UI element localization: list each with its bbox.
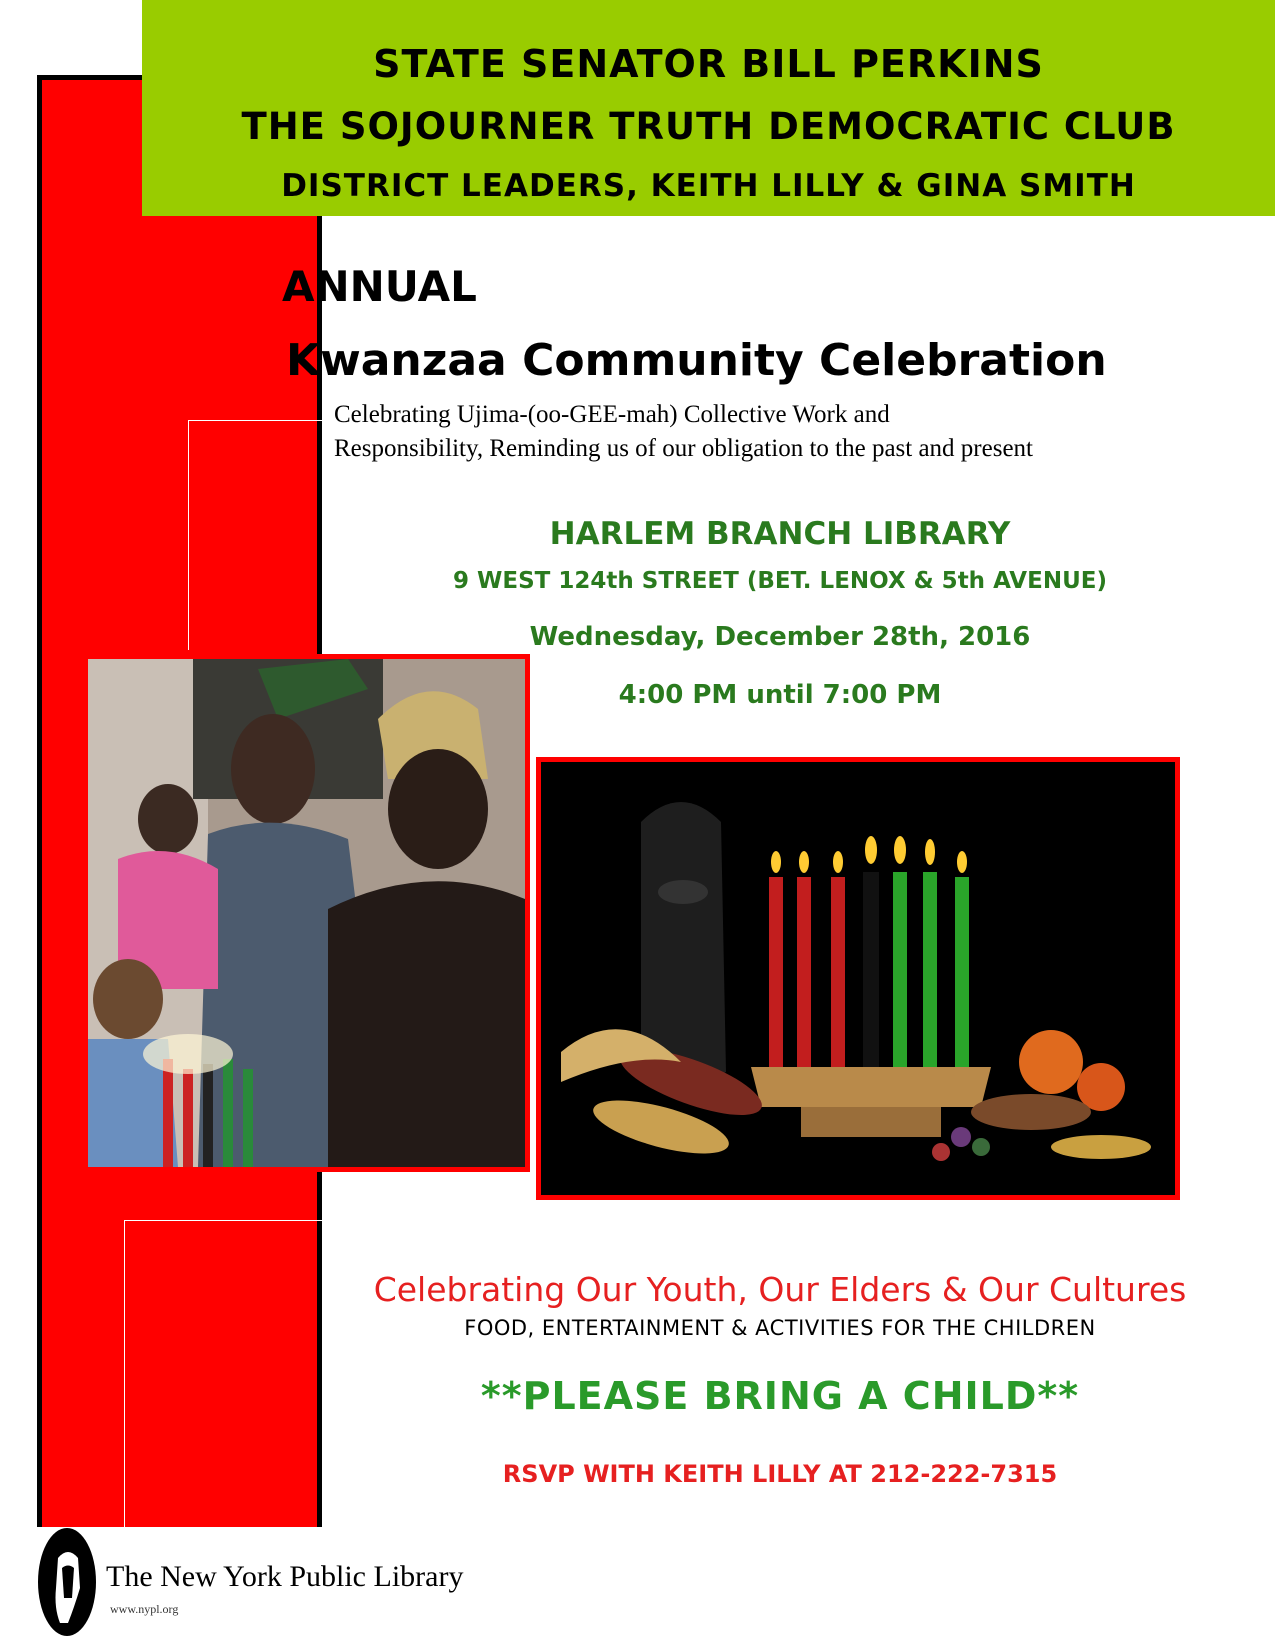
activities-line: FOOD, ENTERTAINMENT & ACTIVITIES FOR THE CHILDREN xyxy=(464,1316,1096,1340)
bring-a-child-callout: **PLEASE BRING A CHILD** xyxy=(480,1374,1080,1418)
divider-line xyxy=(124,1220,334,1221)
event-time: 4:00 PM until 7:00 PM xyxy=(618,680,942,710)
venue-name: HARLEM BRANCH LIBRARY xyxy=(549,516,1011,552)
event-subtitle xyxy=(334,398,1234,466)
subtitle-line: Celebrating Ujima-(oo-GEE-mah) Collective Work and xyxy=(334,401,890,428)
photo-lighting-candles xyxy=(83,654,530,1172)
event-title: Kwanzaa Community Celebration xyxy=(286,335,1107,386)
header-line-district-leaders: DISTRICT LEADERS, KEITH LILLY & GINA SMITH xyxy=(281,168,1136,204)
nypl-url: www.nypl.org xyxy=(110,1602,179,1616)
divider-line xyxy=(124,1220,125,1530)
venue-address: 9 WEST 124th STREET (BET. LENOX & 5th AVENUE) xyxy=(453,568,1107,594)
photo-lighting-candles-image xyxy=(88,659,525,1167)
rsvp-line: RSVP WITH KEITH LILLY AT 212-222-7315 xyxy=(502,1460,1058,1488)
lion-icon xyxy=(38,1528,96,1636)
divider-line xyxy=(188,420,189,650)
header-banner xyxy=(142,0,1275,216)
photo-kinara-image xyxy=(541,762,1175,1195)
event-date: Wednesday, December 28th, 2016 xyxy=(529,622,1031,652)
nypl-logo-text: The New York Public Library xyxy=(106,1560,464,1593)
header-line-senator: STATE SENATOR BILL PERKINS xyxy=(373,42,1044,86)
divider-line xyxy=(188,420,333,421)
photo-kinara-still-life xyxy=(536,757,1180,1200)
celebrating-headline: Celebrating Our Youth, Our Elders & Our Cultures xyxy=(373,1270,1187,1309)
subtitle-line: Responsibility, Reminding us of our obligation to the past and present xyxy=(334,435,1033,462)
header-line-club: THE SOJOURNER TRUTH DEMOCRATIC CLUB xyxy=(241,105,1176,148)
nypl-lion-logo-icon xyxy=(38,1528,96,1636)
annual-label: ANNUAL xyxy=(282,262,477,311)
